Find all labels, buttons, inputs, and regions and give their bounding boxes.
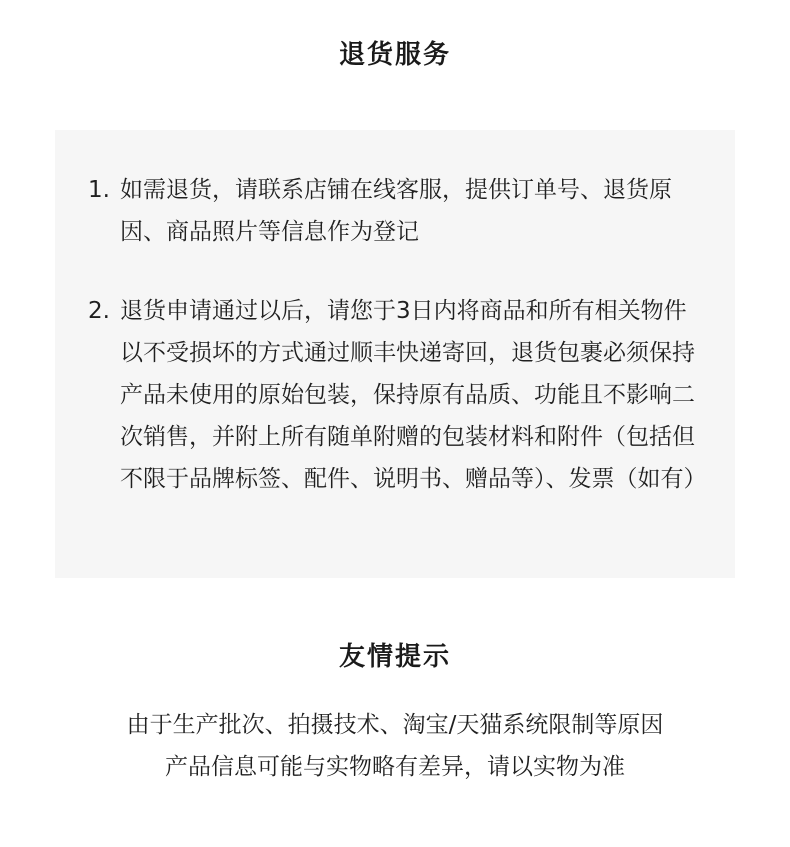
rule-text: 退货申请通过以后，请您于3日内将商品和所有相关物件以不受损坏的方式通过顺丰快递寄回，退货包裹必须保持产品未使用的原始包装，保持原有品质、功能且不影响二次销售，并附上所有随单附赠的包装材料和附件（包括但不限于品牌标签、配件、说明书、赠品等）、发票（如有） [120, 298, 707, 492]
rule-text: 如需退货，请联系店铺在线客服，提供订单号、退货原因、商品照片等信息作为登记 [120, 177, 672, 245]
tip-line-2: 产品信息可能与实物略有差异，请以实物为准 [165, 754, 625, 780]
return-rule-2 [88, 290, 708, 500]
rule-number: 1. [88, 177, 110, 203]
rule-number: 2. [88, 298, 110, 324]
return-rule-1 [88, 169, 708, 253]
friendly-tips-title: 友情提示 [338, 642, 451, 672]
return-service-title: 退货服务 [338, 40, 451, 70]
tip-line-1: 由于生产批次、拍摄技术、淘宝/天猫系统限制等原因 [126, 712, 664, 738]
